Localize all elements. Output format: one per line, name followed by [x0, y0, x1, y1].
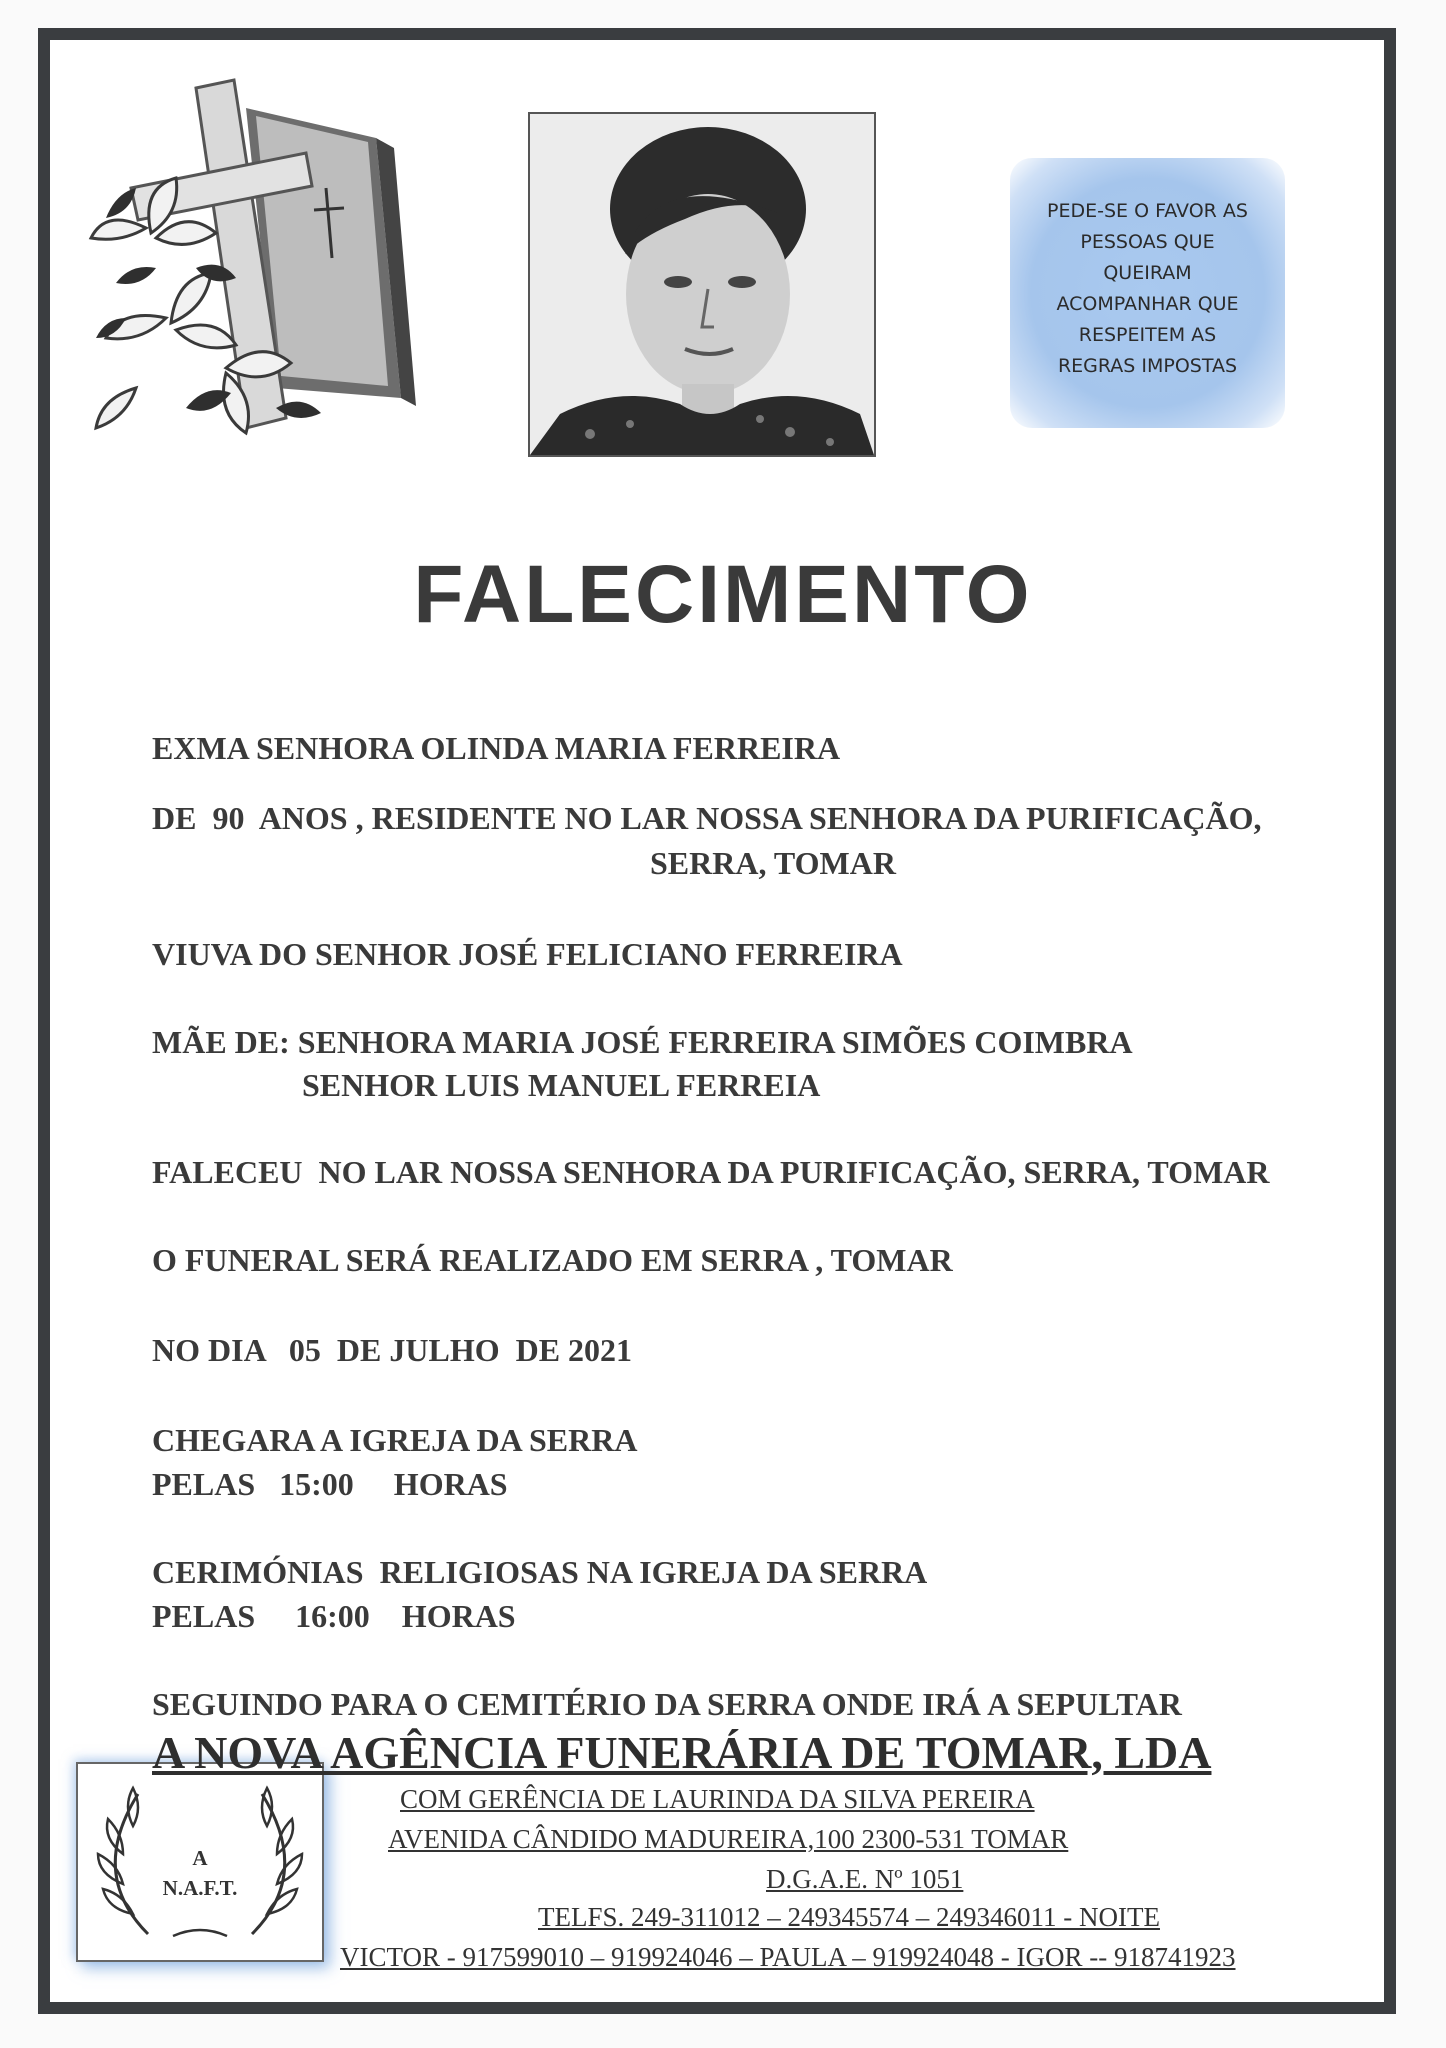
notice-line: PESSOAS QUE: [1080, 231, 1215, 253]
logo-letter: A: [192, 1846, 208, 1870]
residence-location: SERRA, TOMAR: [650, 845, 896, 881]
agency-phones: TELFS. 249-311012 – 249345574 – 249346011 - NOITE: [538, 1902, 1160, 1932]
agency-night-phones: VICTOR - 917599010 – 919924046 – PAULA – 919924048 - IGOR -- 918741923: [340, 1942, 1236, 1972]
arrival-time: PELAS 15:00 HORAS: [152, 1466, 508, 1502]
agency-dgae: D.G.A.E. Nº 1051: [766, 1864, 964, 1894]
notice-line: REGRAS IMPOSTAS: [1057, 355, 1238, 377]
notice-box: [1010, 158, 1285, 428]
deceased-photo: [528, 112, 876, 457]
portrait-image: [530, 114, 874, 455]
page-title: FALECIMENTO: [413, 549, 1033, 640]
place-of-death: FALECEU NO LAR NOSSA SENHORA DA PURIFICAÇÃO, SERRA, TOMAR: [152, 1154, 1270, 1190]
cross-bible-lilies-icon: [76, 68, 416, 458]
logo-acronym: N.A.F.T.: [162, 1876, 238, 1900]
notice-line: ACOMPANHAR QUE: [1056, 293, 1239, 315]
agency-logo: [76, 1762, 324, 1962]
burial-info: SEGUINDO PARA O CEMITÉRIO DA SERRA ONDE IRÁ A SEPULTAR: [152, 1686, 1182, 1722]
notice-line: RESPEITEM AS: [1078, 324, 1217, 346]
ceremony-time: PELAS 16:00 HORAS: [152, 1598, 516, 1634]
mother-of: MÃE DE: SENHORA MARIA JOSÉ FERREIRA SIMÕES COIMBRA: [152, 1024, 1133, 1060]
child-name: SENHOR LUIS MANUEL FERREIA: [302, 1067, 821, 1103]
funeral-date: NO DIA 05 DE JULHO DE 2021: [152, 1332, 633, 1368]
notice-line: PEDE-SE O FAVOR AS: [1047, 200, 1248, 222]
ceremony: CERIMÓNIAS RELIGIOSAS NA IGREJA DA SERRA: [152, 1554, 928, 1590]
agency-address: AVENIDA CÂNDIDO MADUREIRA,100 2300-531 TOMAR: [388, 1824, 1069, 1854]
church-arrival: CHEGARA A IGREJA DA SERRA: [152, 1422, 638, 1458]
age-residence: DE 90 ANOS , RESIDENTE NO LAR NOSSA SENHORA DA PURIFICAÇÃO,: [152, 800, 1262, 836]
notice-line: QUEIRAM: [1103, 262, 1192, 284]
deceased-name: EXMA SENHORA OLINDA MARIA FERREIRA: [152, 730, 841, 766]
agency-name: A NOVA AGÊNCIA FUNERÁRIA DE TOMAR, LDA: [152, 1727, 1212, 1778]
agency-manager: COM GERÊNCIA DE LAURINDA DA SILVA PEREIRA: [400, 1784, 1035, 1814]
widow-of: VIUVA DO SENHOR JOSÉ FELICIANO FERREIRA: [152, 936, 903, 972]
funeral-location: O FUNERAL SERÁ REALIZADO EM SERRA , TOMAR: [152, 1242, 953, 1278]
